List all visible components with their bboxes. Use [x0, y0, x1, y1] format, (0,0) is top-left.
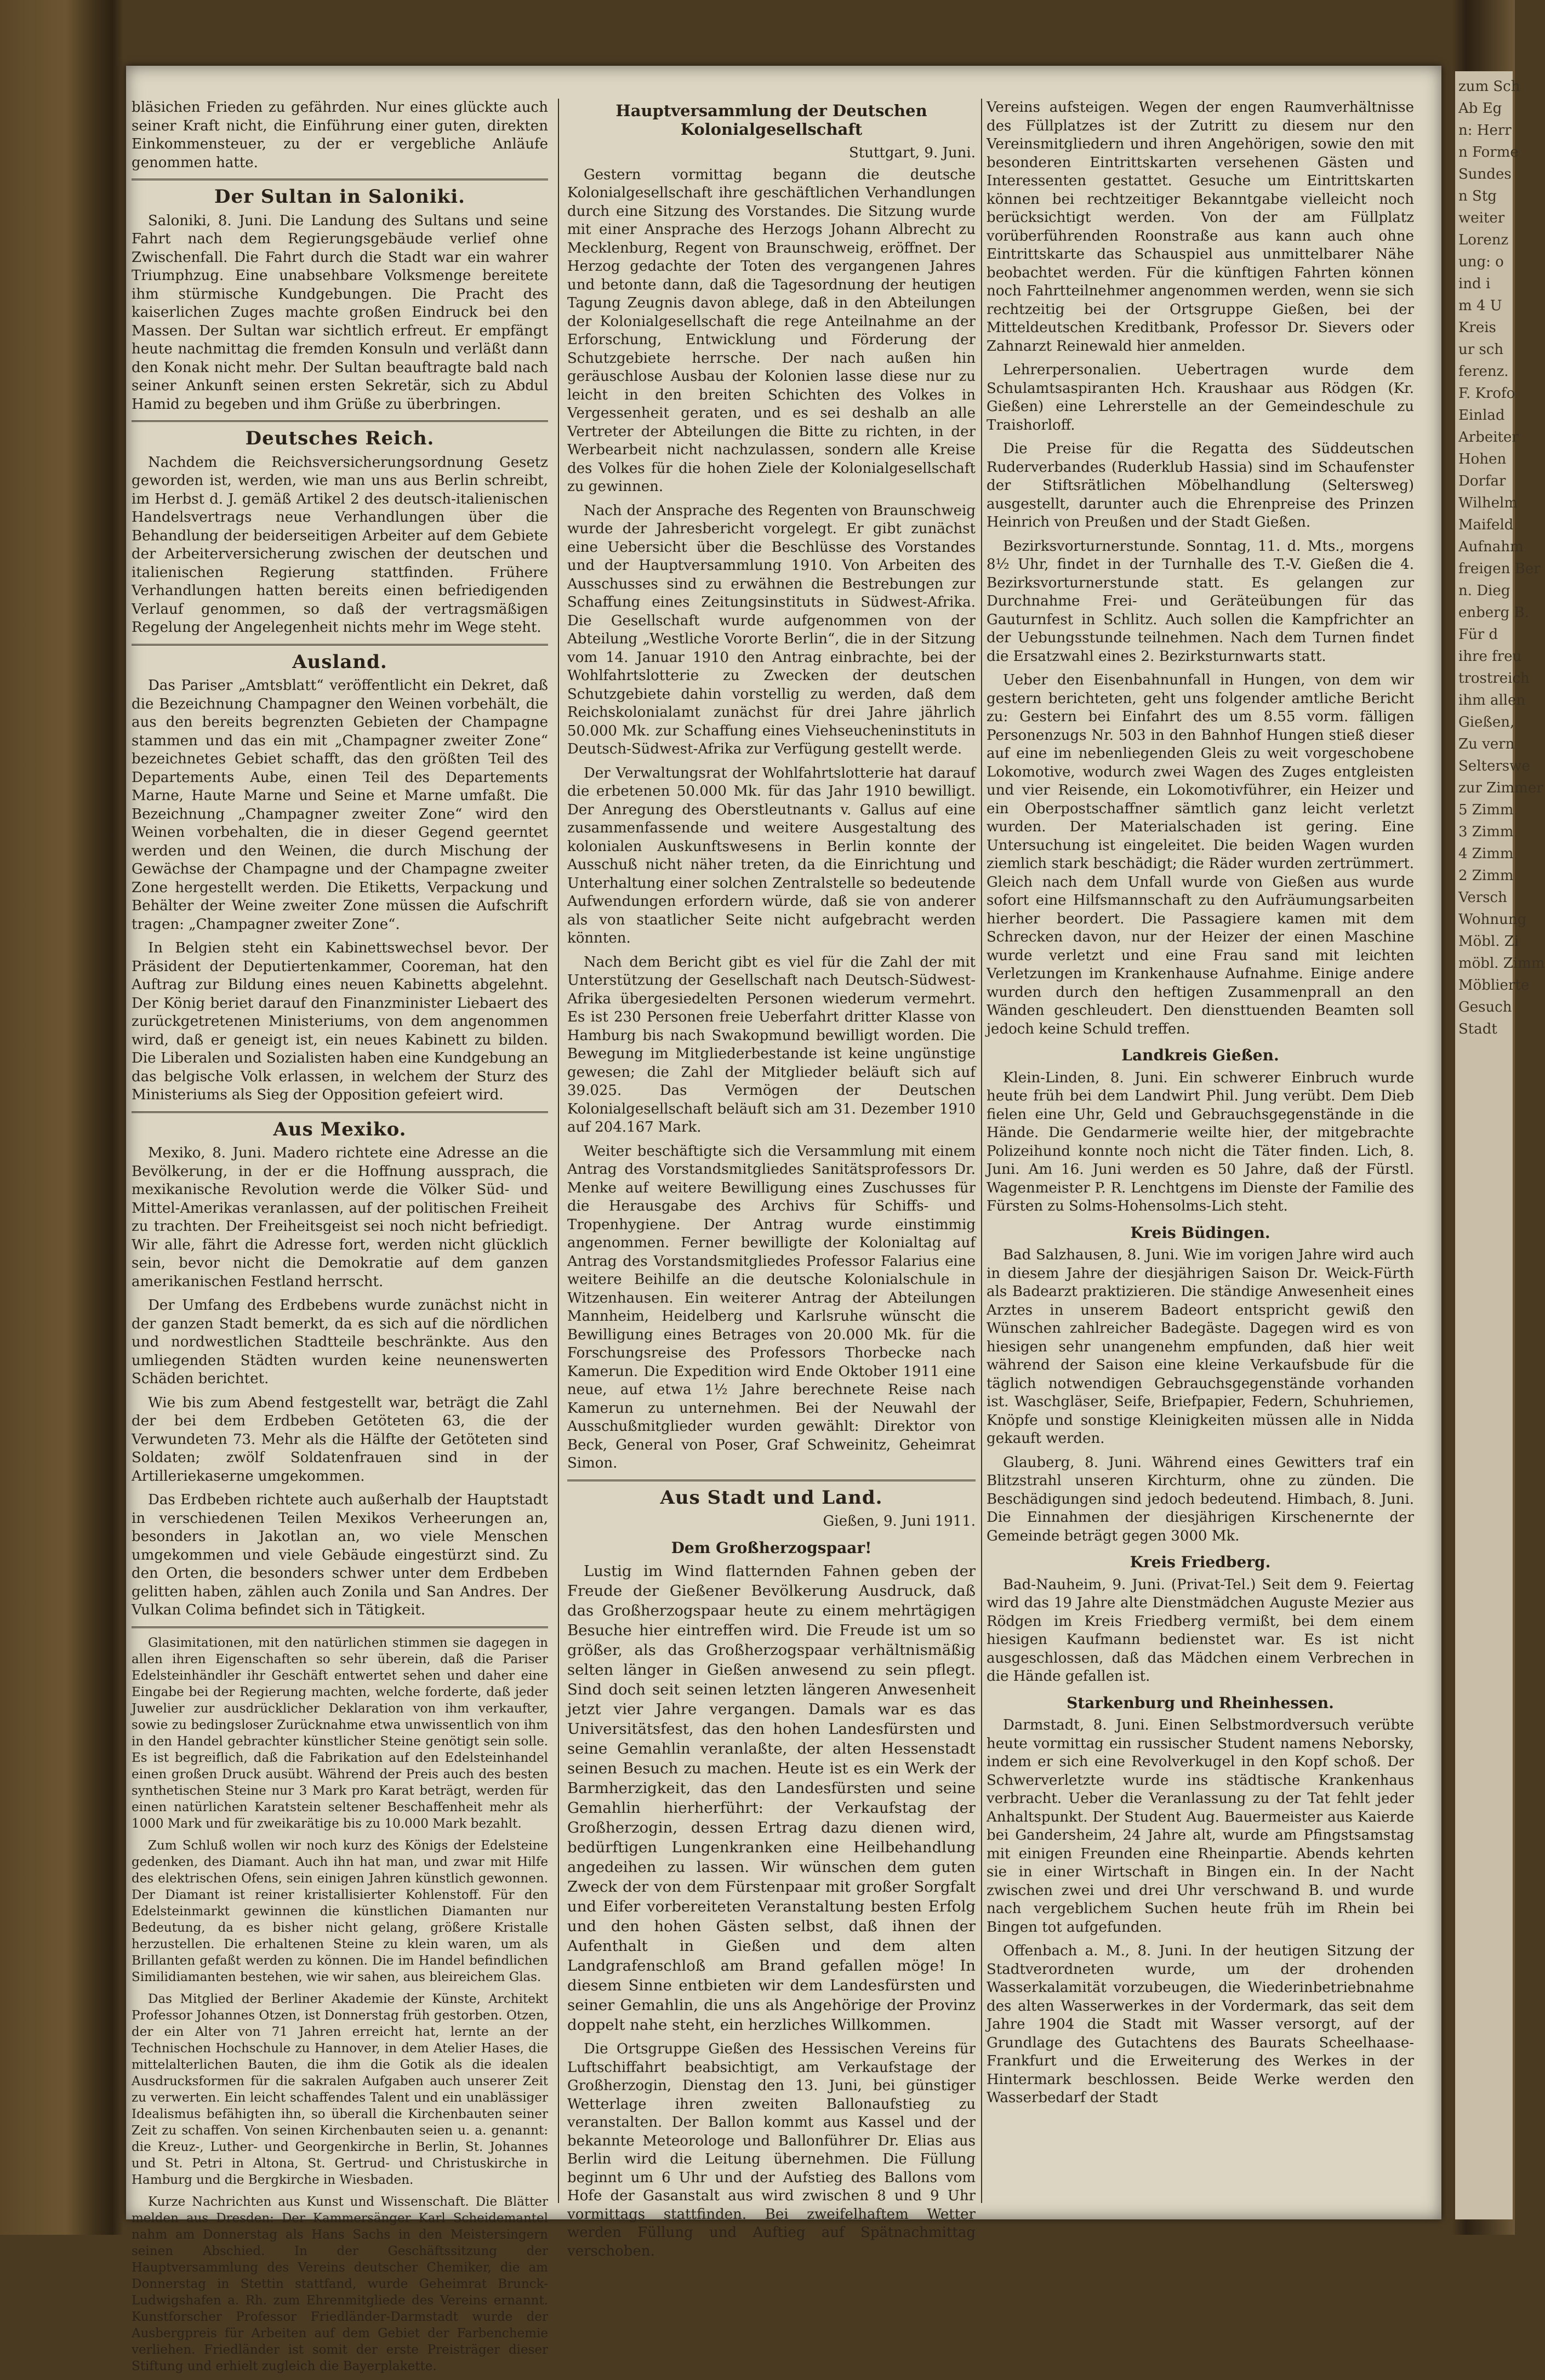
- edge-fragment: ung: o: [1458, 254, 1504, 270]
- column-2: [567, 99, 976, 2266]
- edge-fragment: Einlad: [1458, 407, 1505, 424]
- edge-fragment: Lorenz: [1458, 232, 1509, 248]
- edge-fragment: Hohen: [1458, 451, 1507, 467]
- article-kolonial-2: Nach der Ansprache des Regenten von Braunschweig wurde der Jahresbericht vorgelegt. Er gibt zunächst eine Uebersicht über die Beschlüsse des Vorstandes und der Hauptversammlung 1910. Von Arbeiten des Ausschusses sind zu erwähnen die Bestrebungen zur Schaffung eines Zeitungsinstituts in Südwest-Afrika. Die Gesellschaft wurde aufgenommen von der Abteilung „Westliche Vororte Berlin“, die in der Sitzung vom 14. Januar 1910 den Antrag einbrachte, bei der Wohlfahrtslotterie zu Zwecken der deutschen Schutzgebiete dahin vorstellig zu werden, daß dem Reichskolonialamt zunächst für drei Jahre jährlich 50.000 Mk. zur Schaffung eines Viehseucheninstituts in Deutsch-Südwest-Afrika zur Verfügung gestellt werde.: [567, 502, 976, 757]
- edge-fragment: n: Herr: [1458, 122, 1512, 139]
- article-mexiko: Mexiko, 8. Juni. Madero richtete eine Adresse an die Bevölkerung, in der er die Hoffnung aussprach, die mexikanische Revolution werde die Völker Süd- und Mittel-Amerikas veranlassen, auf der politischen Freiheit zu trachten. Der Freiheitsgeist sei noch nicht befriedigt. Wir alle, fährt die Adresse fort, werden nicht glücklich sein, bevor nicht die Demokratie auf dem ganzen amerikanischen Festland herrscht.: [132, 1145, 548, 1290]
- edge-fragment: n Stg: [1458, 188, 1497, 204]
- headline-mexiko: Aus Mexiko.: [273, 1118, 407, 1140]
- divider: [132, 420, 548, 422]
- edge-fragment: F. Krofo: [1458, 385, 1515, 402]
- article-ballon-cont: Vereins aufsteigen. Wegen der engen Raumverhältnisse des Füllplatzes ist der Zutritt zu diesem nur den Vereinsmitgliedern und ihren Angehörigen, sowie den mit besonderen Eintrittskarten versehenen Gästen und Interessenten gestattet. Gesuche um Eintrittskarten können bei rechtzeitiger Bekanntgabe vielleicht noch berücksichtigt werden. Von der am Füllplatz vorüberführenden Roonstraße aus kann auch ohne Eintrittskarte das Schauspiel aus unmittelbarer Nähe beobachtet werden. Für die künftigen Fahrten können noch Fahrtteilnehmer angenommen werden, wenn sie sich rechtzeitig bei der Ortsgruppe Gießen, bei der Mitteldeutschen Kreditbank, Professor Dr. Sievers oder Zahnarzt Reinewald hier anmelden.: [987, 99, 1414, 355]
- feuilleton-kurz: Kurze Nachrichten aus Kunst und Wissenschaft. Die Blätter melden aus Dresden: Der Kammersänger Karl Scheidemantel nahm am Donnerstag als Hans Sachs in den Meistersingern seinen Abschied. In der Geschäftssitzung der Hauptversammlung des Vereins deutscher Chemiker, die am Donnerstag in Stettin stattfand, wurde Geheimrat Brunck-Ludwigshafen a. Rh. zum Ehrenmitgliede des Vereins ernannt. Kunstforscher Professor Friedländer-Darmstadt wurde der Ausbergpreis für Arbeiten auf dem Gebiet der Farbenchemie verliehen. Friedländer ist somit der erste Preisträger dieser Stiftung und erhielt zugleich die Bayerplakette.: [132, 2194, 548, 2373]
- article-salzhausen: Bad Salzhausen, 8. Juni. Wie im vorigen Jahre wird auch in diesem Jahre der diesjährigen Saison Dr. Weick-Fürth als Badearzt praktizieren. Die ständige Anwesenheit eines Arztes in unserem Badeort entspricht gewiß den Wünschen zahlreicher Badegäste. Dagegen wird es von hiesigen sehr unangenehm empfunden, daß hier weit während der Saison eine kleine Verkaufsbude für die täglich notwendigen Gebrauchsgegenstände vorhanden ist. Waschgläser, Seife, Briefpapier, Federn, Schuhriemen, Knöpfe und sonstige Kleinigkeiten müssen alle in Nidda gekauft werden.: [987, 1247, 1414, 1447]
- edge-fragment: Arbeiter: [1458, 429, 1519, 446]
- edge-fragment: möbl. Zimm: [1458, 955, 1545, 972]
- article-darmstadt: Darmstadt, 8. Juni. Einen Selbstmordversuch verübte heute vormittag ein russischer Student namens Neborsky, indem er sich eine Revolverkugel in den Kopf schoß. Der Schwerverletzte wurde ins städtische Krankenhaus verbracht. Ueber die Veranlassung zu der Tat fehlt jeder Anhaltspunkt. Der Student Aug. Bauermeister aus Kaierde bei Gandersheim, 24 Jahre alt, wurde am Pfingstsamstag mit einigen Freunden eine Rheinpartie. Abends kehrten sie in einer Wirtschaft in Bingen ein. In der Nacht zwischen zwei und drei Uhr verschwand B. und wurde nach vergeblichem Suchen heute früh im Rhein bei Bingen tot aufgefunden.: [987, 1717, 1414, 1936]
- edge-fragment: n Forme: [1458, 144, 1519, 161]
- edge-fragment: weiter: [1458, 210, 1505, 226]
- article-offenbach: Offenbach a. M., 8. Juni. In der heutigen Sitzung der Stadtverordneten wurde, um der drohenden Wasserkalamität vorzubeugen, die Wiederinbetriebnahme des alten Wasserwerkes in der Vordermark, das seit dem Jahre 1904 die Stadt mit Wasser versorgt, auf der Grundlage des Gutachtens des Baurats Scheelhaase-Frankfurt und die Erweiterung des Werkes in der Hintermark beschlossen. Beide Werke werden den Wasserbedarf der Stadt: [987, 1943, 1414, 2106]
- column-rule-2: [981, 99, 982, 2203]
- headline-kolonial: Hauptversammlung der Deutschen Kolonialgesellschaft: [615, 101, 927, 139]
- edge-fragment: zum Sch: [1458, 78, 1520, 95]
- divider: [567, 1480, 976, 1481]
- headline-friedberg: Kreis Friedberg.: [1130, 1553, 1271, 1571]
- edge-fragment: freigen Ber: [1458, 561, 1541, 577]
- article-lehrer: Lehrerpersonalien. Uebertragen wurde dem Schulamtsaspiranten Hch. Kraushaar aus Rödgen (Kr. Gießen) eine Lehrerstelle an der Gemeindeschule zu Traishorloff.: [987, 362, 1414, 433]
- edge-fragment: Möbl. Zi: [1458, 933, 1519, 950]
- article-belgien: In Belgien steht ein Kabinettswechsel bevor. Der Präsident der Deputiertenkammer, Cooreman, hat den Auftrag zur Bildung eines neuen Kabinetts abgelehnt. Der König beriet darauf den Finanzminister Liebaert des zurückgetretenen Ministeriums, von dem angenommen wird, daß er geneigt ist, ein neues Kabinett zu bilden. Die Liberalen und Sozialisten haben eine Kundgebung an das belgische Volk erlassen, in welchem der Sturz des Ministeriums als Sieg der Opposition gefeiert wird.: [132, 940, 548, 1103]
- edge-fragment: n. Dieg: [1458, 583, 1510, 599]
- article-kolonial-1: Gestern vormittag begann die deutsche Kolonialgesellschaft ihre geschäftlichen Verhandlungen durch eine Sitzung des Vorstandes. Die Sitzung wurde mit einer Ansprache des Herzogs Johann Albrecht zu Mecklenburg, Regent von Braunschweig, eröffnet. Der Herzog gedachte der Toten des vergangenen Jahres und betonte dann, daß die Tagesordnung der heutigen Tagung Zeugnis davon ablege, daß in den Abteilungen der Kolonialgesellschaft die rege Anteilnahme an der Erforschung, Entwicklung und Förderung der Schutzgebiete herrsche. Der nach außen hin geräuschlose Ausbau der Kolonien lasse diese nur zu leicht in den breiten Schichten des Volkes in Vergessenheit geraten, und es sei deshalb an alle Vertreter der Abteilungen die Bitte zu richten, in der Werbearbeit nicht nachzulassen, sondern alle Kreise des Volkes für die hohen Ziele der Kolonialgesellschaft zu gewinnen.: [567, 166, 976, 495]
- edge-fragment: Wilhelm: [1458, 495, 1518, 511]
- article-haupt: Das Erdbeben richtete auch außerhalb der Hauptstadt in verschiedenen Teilen Mexikos Verheerungen an, besonders in Jakotlan an, wo viele Menschen umgekommen und viele Gebäude eingestürzt sind. Zu den Orten, die besonders schwer unter dem Erdbeben gelitten haben, zählen auch Zonila und San Andres. Der Vulkan Colima befindet sich in Tätigkeit.: [132, 1492, 548, 1618]
- article-turn: Bezirksvorturnerstunde. Sonntag, 11. d. Mts., morgens 8½ Uhr, findet in der Turnhalle des T.-V. Gießen die 4. Bezirksvorturnerstunde statt. Es gelangen zur Durchnahme Frei- und Geräteübungen für das Gauturnfest in Schlitz. Auch sollen die Kampfrichter an der Uebungsstunde teilnehmen. Nach dem Turnen findet die Ersatzwahl eines 2. Bezirksturnwarts statt.: [987, 538, 1414, 665]
- edge-fragment: trostreich: [1458, 670, 1530, 687]
- feuilleton-diamant: Zum Schluß wollen wir noch kurz des Königs der Edelsteine gedenken, des Diamant. Auch ihn hat man, und zwar mit Hilfe des elektrischen Ofens, sein einigen Jahren künstlich gewonnen. Der Diamant ist reiner kristallisierter Kohlenstoff. Für den Edelsteinmarkt gewinnen die künstlichen Diamanten nur Bedeutung, da es bisher nicht gelang, größere Kristalle herzustellen. Die erhaltenen Steine zu klein waren, um als Brillanten gefaßt werden zu können. Die im Handel befindlichen Similidiamanten bestehen, wie wir sahen, aus bleireichem Glas.: [132, 1838, 548, 1984]
- dateline: Stuttgart, 9. Juni.: [848, 145, 976, 161]
- article-ballon: Die Ortsgruppe Gießen des Hessischen Vereins für Luftschiffahrt beabsichtigt, am Verkaufstage der Großherzogin, Dienstag den 13. Juni, bei günstiger Wetterlage ihren zweiten Ballonaufstieg zu veranstalten. Der Ballon kommt aus Kassel und der bekannte Meteorologe und Ballonführer Dr. Elias aus Berlin wird die Leitung übernehmen. Die Füllung beginnt um 6 Uhr und der Aufstieg des Ballons vom Hofe der Gasanstalt aus wird zwischen 8 und 9 Uhr vormittags stattfinden. Bei zweifelhaftem Wetter werden Füllung und Auftieg auf Spätnachmittag verschoben.: [567, 2041, 976, 2259]
- adjacent-page-edge: [1455, 71, 1545, 2219]
- article-nauheim: Bad-Nauheim, 9. Juni. (Privat-Tel.) Seit dem 9. Feiertag wird das 19 Jahre alte Dienstmädchen Auguste Mezier aus Rödgen im Kreis Friedberg vermißt, bei dem einem hiesigen Kaufmann bedienstet war. Es ist nicht ausgeschlossen, daß das Mädchen einem Verbrechen in die Hände gefallen ist.: [987, 1576, 1414, 1685]
- article-klein-linden: Klein-Linden, 8. Juni. Ein schwerer Einbruch wurde heute früh bei dem Landwirt Phil. Jung verübt. Dem Dieb fielen eine Uhr, Geld und Gebrauchsgegenstände in die Hände. Die Gendarmerie weilte hier, der mitgebrachte Polizeihund konnte noch nicht die Täter finden. Lich, 8. Juni. Am 16. Juni werden es 50 Jahre, daß der Fürstl. Wagenmeister P. R. Lenchtgens im Dienste der Familie des Fürsten zu Solms-Hohensolms-Lich steht.: [987, 1069, 1414, 1214]
- edge-fragment: ihm allen: [1458, 692, 1526, 709]
- divider: [132, 179, 548, 180]
- headline-reich: Deutsches Reich.: [245, 427, 435, 449]
- article-grossherzog: Lustig im Wind flatternden Fahnen geben der Freude der Gießener Bevölkerung Ausdruck, daß das Großherzogspaar heute zu einem mehrtägigen Besuche hier eintreffen wird. Die Freude ist um so größer, als das Großherzogspaar verhältnismäßig selten länger in Gießen anwesend zu sein pflegt. Sind doch seit seinen letzten längeren Anwesenheit jetzt vier Jahre vergangen. Damals war es das Universitätsfest, das den hohen Landesfürsten und seine Gemahlin veranlaßte, der alten Hessenstadt seinen Besuch zu machen. Heute ist es ein Werk der Barmherzigkeit, das den Landesfürsten und seine Gemahlin hierherführt: der Verkaufstag der Großherzogin, dessen Ertrag dazu dienen wird, bedürftigen Lungenkranken eine Heilbehandlung angedeihen zu lassen. Wir wünschen dem guten Zweck der von dem Fürstenpaar mit großer Sorgfalt und Eifer vorbereiteten Veranstaltung besten Erfolg und den hohen Gästen selbst, daß ihnen der Aufenthalt in Gießen und dem alten Landgrafenschloß am Brand gefallen möge! In diesem Sinne entbieten wir dem Landesfürsten und seiner Gemahlin, die uns als Angehörige der Provinz doppelt nahe steht, ein herzliches Willkommen.: [567, 1562, 976, 2034]
- article-unfall: Ueber den Eisenbahnunfall in Hungen, von dem wir gestern berichteten, geht uns folgender amtliche Bericht zu: Gestern bei Einfahrt des um 8.55 vorm. fälligen Personenzugs Nr. 503 in den Bahnhof Hungen stieß dieser auf eine im nebenliegenden Gleis zu weit vorgeschobene Lokomotive, wodurch zwei Wagen des Zuges entgleisten und vier Reisende, ein Lokomotivführer, ein Heizer und ein Oberpostschaffner sämtlich ganz leicht verletzt wurden. Der Materialschaden ist gering. Eine Untersuchung ist eingeleitet. Die beiden Wagen wurden ziemlich stark beschädigt; die Räder wurden zertrümmert. Gleich nach dem Unfall wurde von Gießen aus wurde sofort eine Hilfsmannschaft zu den Aufräumungsarbeiten hierher beordert. Die Passagiere kamen mit dem Schrecken davon, nur der Heizer der einen Maschine wurde verletzt und eine Frau sand mit leichten Verletzungen im Krankenhause Aufnahme. Einige andere wurden durch den heftigen Zusammenprall an den Wänden geschleudert. Den diensttuenden Beamten soll jedoch keine Schuld treffen.: [987, 672, 1414, 1037]
- edge-fragment: ind i: [1458, 276, 1491, 292]
- column-1: [132, 99, 548, 2380]
- article-sultan: Saloniki, 8. Juni. Die Landung des Sultans und seine Fahrt nach dem Regierungsgebäude verlief ohne Zwischenfall. Die Fahrt durch die Stadt war ein wahrer Triumphzug. Eine unabsehbare Volksmenge bereitete ihm stürmische Kundgebungen. Die Pracht des kaiserlichen Zuges machte großen Eindruck bei den Massen. Der Sultan war sichtlich erfreut. Er empfängt heute nachmittag die fremden Konsuln und verläßt dann den Konak nicht mehr. Der Sultan beauftragte bald nach seiner Ankunft seinen ersten Sekretär, sich zu Abdul Hamid zu begeben und ihm Grüße zu überbringen.: [132, 212, 548, 413]
- article-ausland: Das Pariser „Amtsblatt“ veröffentlicht ein Dekret, daß die Bezeichnung Champagner den Weinen vorbehält, die aus den bereits begrenzten Gebieten der Champagne stammen und das ein mit „Champagner zweiter Zone“ bezeichnetes Gebiet schafft, das den größten Teil des Departements Aube, einen Teil des Departements Marne, Haute Marne und Seine et Marne umfaßt. Die Bezeichnung „Champagner zweiter Zone“ wird den Weinen vorbehalten, die in dieser Gegend geerntet werden und den Weinen, die durch Mischung der Gewächse der Champagne und der Champagne zweiter Zone hergestellt werden. Die Etiketts, Verpackung und Behälter der Weine zweiter Zone müssen die Aufschrift tragen: „Champagner zweiter Zone“.: [132, 677, 548, 933]
- edge-fragment: Gießen,: [1458, 714, 1515, 730]
- article-glauberg: Glauberg, 8. Juni. Während eines Gewitters traf ein Blitzstrahl unseren Kirchturm, ohne zu zünden. Die Beschädigungen sind jedoch bedeutend. Himbach, 8. Juni. Die Einnahmen der diesjährigen Kirschenernte der Gemeinde beträgt gegen 3000 Mk.: [987, 1454, 1414, 1544]
- divider: [132, 644, 548, 646]
- edge-fragment: m 4 U: [1458, 298, 1502, 314]
- edge-fragment: Für d: [1458, 626, 1498, 643]
- edge-fragment: enberg B.: [1458, 604, 1529, 621]
- feuilleton-kunst: Das Mitglied der Berliner Akademie der Künste, Architekt Professor Johannes Otzen, ist Donnerstag früh gestorben. Otzen, der ein Alter von 71 Jahren erreicht hat, lernte an der Technischen Hochschule zu Hannover, in dem Atelier Hases, die mittelalterlichen Bauten, die ihm die Gotik als die idealen Ausdrucksformen für die sakralen Aufgaben auch unserer Zeit zu verwerten. Ein leicht schaffendes Talent und ein unablässiger Idealismus befähigten ihn, so überall die Kirchenbauten seiner Zeit zu schaffen. Von seinen Kirchenbauten seien u. a. genannt: die Kreuz-, Luther- und Georgenkirche in Berlin, St. Johannes und St. Petri in Altona, St. Gertrud- und Christuskirche in Hamburg und die Bergkirche in Wiesbaden.: [132, 1991, 548, 2187]
- edge-fragment: Versch: [1458, 889, 1507, 906]
- article-reich: Nachdem die Reichsversicherungsordnung Gesetz geworden ist, werden, wie man uns aus Berlin schreibt, im Herbst d. J. gemäß Artikel 2 des deutsch-italienischen Handelsvertrags neue Verhandlungen über die Behandlung der beiderseitigen Arbeiter auf dem Gebiete der Arbeiterversicherung zwischen der deutschen und italienischen Regierung stattfinden. Frühere Verhandlungen hatten bereits einen befriedigenden Verlauf genommen, so daß der vertragsmäßigen Regelung der Angelegenheit nichts mehr im Wege steht.: [132, 454, 548, 636]
- edge-fragment: Dorfar: [1458, 473, 1506, 489]
- article-kolonial-5: Weiter beschäftigte sich die Versammlung mit einem Antrag des Vorstandsmitgliedes Sanitätsprofessors Dr. Menke auf weitere Bewilligung eines Zuschusses für die Herausgabe des Archivs für Schiffs- und Tropenhygiene. Der Antrag wurde einstimmig angenommen. Ferner bewilligte der Kolonialtag auf Antrag des Vorstandsmitgliedes Professor Falarius eine weitere Beihilfe an die deutsche Kolonialschule in Witzenhausen. Ein weiterer Antrag der Abteilungen Mannheim, Heidelberg und Karlsruhe wünscht die Bewilligung eines Betrages von 20.000 Mk. für die Forschungsreise des Professors Thorbecke nach Kamerun. Die Expedition wird Ende Oktober 1911 eine neue, auf etwa 1½ Jahre berechnete Reise nach Kamerun zu unternehmen. Bei der Neuwahl der Ausschußmitglieder wurden gewählt: Direktor von Beck, General von Poser, Graf Schweinitz, Geheimrat Simon.: [567, 1143, 976, 1471]
- edge-fragment: Sundes: [1458, 166, 1512, 182]
- edge-fragments: [1455, 71, 1545, 1045]
- edge-fragment: Gesuch: [1458, 999, 1512, 1015]
- column-rule-1: [558, 99, 559, 2203]
- divider: [132, 1111, 548, 1113]
- edge-fragment: 2 Zimm: [1458, 867, 1514, 884]
- edge-fragment: zur Zimmer: [1458, 780, 1543, 796]
- headline-buedingen: Kreis Büdingen.: [1130, 1223, 1270, 1242]
- edge-fragment: Zu vern: [1458, 736, 1515, 752]
- stadt-dateline: Gießen, 9. Juni 1911.: [823, 1513, 976, 1529]
- article-tote: Wie bis zum Abend festgestellt war, beträgt die Zahl der bei dem Erdbeben Getöteten 63, die der Verwundeten 73. Mehr als die Hälfte der Getöteten sind Soldaten; zwölf Soldatenfrauen sind in der Artilleriekaserne umgekommen.: [132, 1394, 548, 1485]
- headline-sultan: Der Sultan in Saloniki.: [214, 186, 465, 208]
- edge-fragment: Kreis: [1458, 319, 1496, 336]
- edge-fragment: 5 Zimm: [1458, 802, 1514, 818]
- edge-fragment: Wohnung: [1458, 911, 1527, 928]
- edge-fragment: Möblierte: [1458, 977, 1530, 994]
- article-regatta: Die Preise für die Regatta des Süddeutschen Ruderverbandes (Ruderklub Hassia) sind im Schaufenster der Stiftsrätlichen Möbelhandlung (Seltersweg) ausgestellt, darunter auch die Ehrenpreise des Prinzen Heinrich von Preußen und der Stadt Gießen.: [987, 441, 1414, 530]
- edge-fragment: Ab Eg: [1458, 100, 1502, 117]
- feuilleton-divider: [132, 1626, 548, 1628]
- feuilleton-glas: Glasimitationen, mit den natürlichen stimmen sie dagegen in allen ihren Eigenschaften so sehr überein, daß die Pariser Edelsteinhändler ihr Geschäft entwertet sehen und daher eine Eingabe bei der Regierung machten, welche forderte, daß jeder Juwelier zur ausdrücklicher Deklaration von ihm verkaufter, sowie zu bedingsloser Zurücknahme etwa unwissentlich von ihm in den Handel gebrachter künstlicher Steine genötigt sein solle. Es ist begreiflich, daß die Fabrikation auf den Edelsteinhandel einen großen Druck ausübt. Während der Preis auch des besten synthetischen Steine nur 3 Mark pro Karat beträgt, werden für einen natürlichen Karatstein seltener Beschaffenheit mehr als 1000 Mark und für zweikarätige bis zu 10.000 Mark bezahlt.: [132, 1635, 548, 1831]
- headline-starkenburg: Starkenburg und Rheinhessen.: [1067, 1693, 1334, 1712]
- headline-stadt-land: Aus Stadt und Land.: [660, 1486, 883, 1509]
- article-kolonial-3: Der Verwaltungsrat der Wohlfahrtslotterie hat darauf die erbetenen 50.000 Mk. für das Jahr 1910 bewilligt. Der Anregung des Oberstleutnants v. Gallus auf eine zusammenfassende und weitere Ausgestaltung des kolonialen Auskunftswesens in Berlin konnte der Ausschuß nicht näher treten, da die Einrichtung und Unterhaltung einer solchen Zentralstelle so bedeutende Aufwendungen erfordern würde, daß sie von anderer als von staatlicher Seite nicht aufgebracht werden könnten.: [567, 764, 976, 946]
- headline-ausland: Ausland.: [292, 650, 387, 673]
- edge-fragment: 3 Zimm: [1458, 824, 1514, 840]
- article-continuation: bläsichen Frieden zu gefährden. Nur eines glückte auch seiner Kraft nicht, die Einführung einer guten, direkten Einkommensteuer, zu der er vergebliche Anläufe genommen hatte.: [132, 99, 548, 171]
- edge-fragment: ferenz.: [1458, 363, 1509, 380]
- column-3: [987, 99, 1414, 2113]
- edge-fragment: 4 Zimm: [1458, 846, 1514, 862]
- headline-grossherzog: Dem Großherzogspaar!: [671, 1538, 872, 1557]
- headline-landkreis: Landkreis Gießen.: [1121, 1046, 1279, 1064]
- edge-fragment: Stadt: [1458, 1021, 1497, 1037]
- edge-fragment: ihre freu: [1458, 648, 1522, 665]
- edge-fragment: Selterswe: [1458, 758, 1530, 774]
- edge-fragment: Aufnahm: [1458, 539, 1524, 555]
- edge-fragment: ur sch: [1458, 341, 1504, 358]
- edge-fragment: Maifeld: [1458, 517, 1514, 533]
- article-erdbeben: Der Umfang des Erdbebens wurde zunächst nicht in der ganzen Stadt bemerkt, da es sich auf die nördlichen und nordwestlichen Stadtteile beschränkte. Aus den umliegenden Städten wurden keine neunenswerten Schäden berichtet.: [132, 1297, 548, 1387]
- article-kolonial-4: Nach dem Bericht gibt es viel für die Zahl der mit Unterstützung der Gesellschaft nach Deutsch-Südwest-Afrika übergesiedelten Personen wiederum vermehrt. Es ist 230 Personen freie Ueberfahrt dritter Klasse von Hamburg bis nach Swakopmund bewilligt worden. Die Bewegung im Mitgliederbestande ist keine ungünstige gewesen; die Zahl der Mitglieder beläuft sich auf 39.025. Das Vermögen der Deutschen Kolonialgesellschaft beläuft sich am 31. Dezember 1910 auf 204.167 Mark.: [567, 954, 976, 1135]
